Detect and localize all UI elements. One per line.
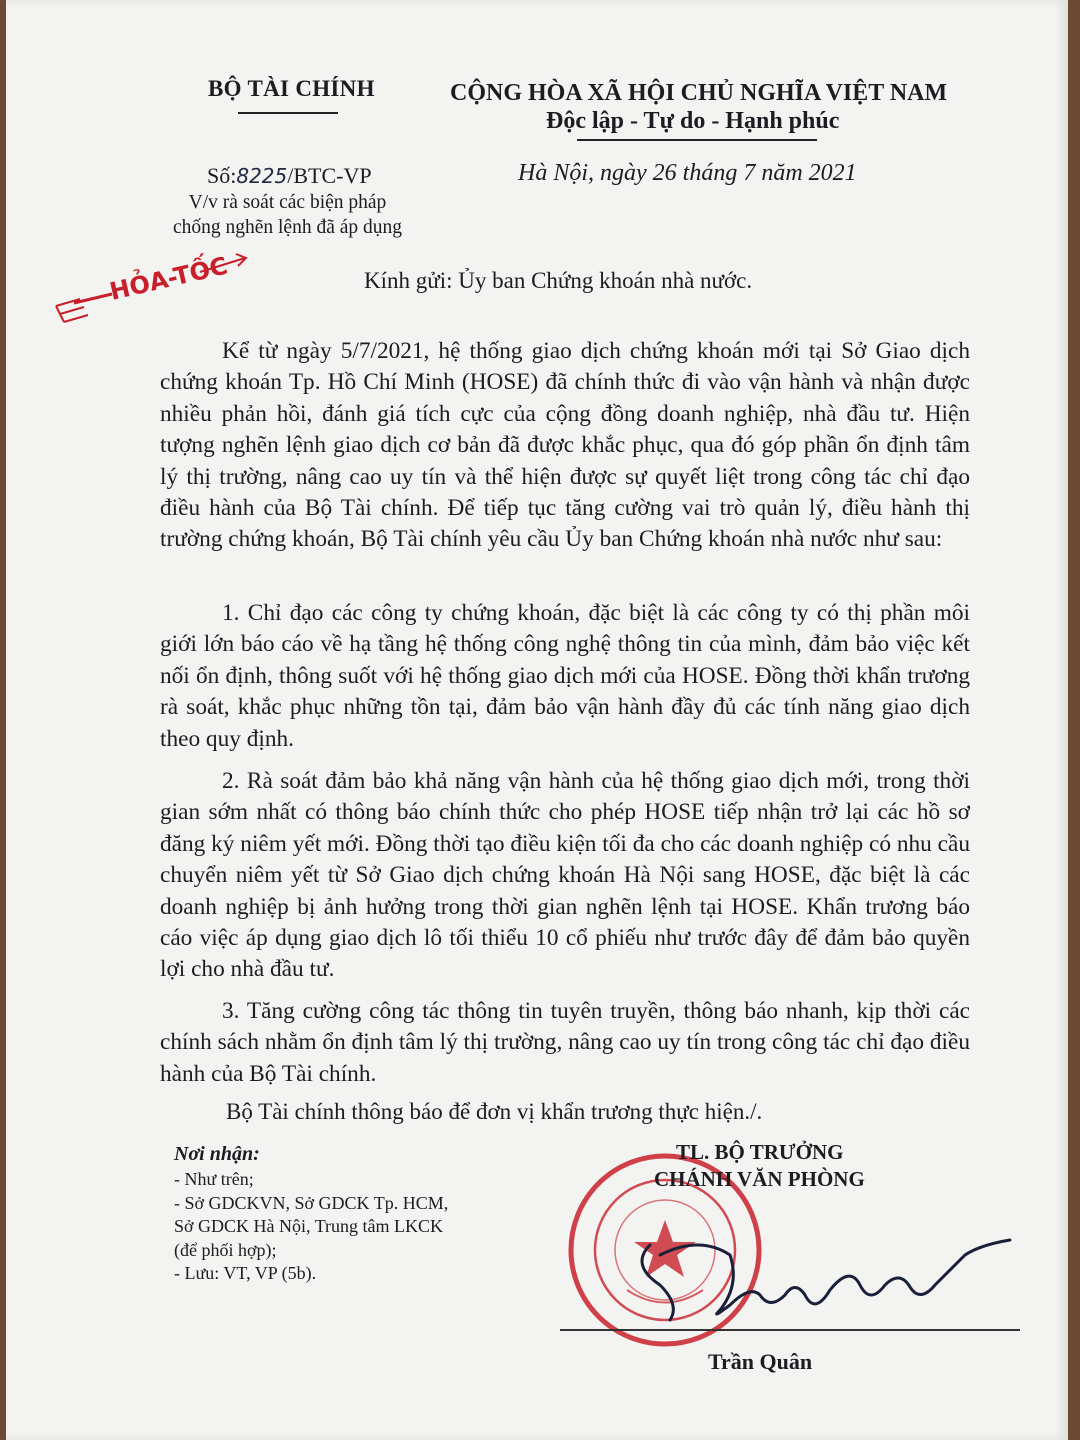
recipients-title: Nơi nhận:	[174, 1143, 260, 1165]
urgent-stamp-text: HỎA-TỐC	[107, 251, 231, 306]
intro-paragraph: Kể từ ngày 5/7/2021, hệ thống giao dịch chứng khoán mới tại Sở Giao dịch chứng khoán Tp. Hồ Chí Minh (HOSE) đã chính thức đi vào vận hành và nhận được nhiều phản hồi, đánh giá tích cực của cộng đồng doanh nghiệp, nhà đầu tư. Hiện tượng nghẽn lệnh giao dịch cơ bản đã được khắc phục, qua đó góp phần ổn định tâm lý thị trường, nâng cao uy tín và thể hiện được sự quyết liệt trong công tác chỉ đạo điều hành của Bộ Tài chính. Để tiếp tục tăng cường vai trò quản lý, điều hành thị trường chứng khoán, Bộ Tài chính yêu cầu Ủy ban Chứng khoán nhà nước như sau:	[160, 338, 970, 553]
ministry-underline	[238, 112, 338, 114]
urgent-stamp	[50, 244, 260, 324]
subject-line-1: V/v rà soát các biện pháp	[188, 192, 387, 213]
motto-underline	[577, 139, 817, 141]
recipient-item: - Sở GDCKVN, Sở GDCK Tp. HCM, Sở GDCK Hà Nội, Trung tâm LKCK (để phối hợp);	[174, 1192, 449, 1260]
document-number	[207, 163, 372, 189]
doc-number-suffix: /BTC-VP	[287, 163, 372, 188]
signer-position: CHÁNH VĂN PHÒNG	[654, 1167, 865, 1191]
signature-underline	[560, 1329, 1020, 1331]
subject-line-2: chống nghẽn lệnh đã áp dụng	[172, 217, 403, 238]
doc-number-prefix: Số:	[207, 163, 237, 188]
recipient-item: - Lưu: VT, VP (5b).	[174, 1263, 317, 1283]
doc-number-handwritten: 8225	[236, 164, 288, 188]
handwritten-signature	[620, 1225, 1020, 1335]
request-item-1: 1. Chỉ đạo các công ty chứng khoán, đặc biệt là các công ty có thị phần môi giới lớn báo cáo về hạ tầng hệ thống công nghệ thông tin của mình, đảm bảo việc kết nối ổn định, thông suốt với hệ thống giao dịch mới của HOSE. Đồng thời khẩn trương rà soát, khắc phục những tồn tại, đảm bảo vận hành đầy đủ các tính năng giao dịch theo quy định.	[160, 600, 970, 752]
place-and-date: Hà Nội, ngày 26 tháng 7 năm 2021	[518, 160, 857, 186]
national-motto: Độc lập - Tự do - Hạnh phúc	[546, 108, 840, 134]
closing-line: Bộ Tài chính thông báo để đơn vị khẩn trương thực hiện./.	[226, 1099, 763, 1124]
republic-title: CỘNG HÒA XÃ HỘI CHỦ NGHĨA VIỆT NAM	[450, 80, 948, 106]
recipient-item: - Như trên;	[174, 1169, 254, 1189]
signer-title: TL. BỘ TRƯỞNG	[676, 1140, 844, 1164]
recipient-line: Kính gửi: Ủy ban Chứng khoán nhà nước.	[364, 268, 753, 293]
ministry-name: BỘ TÀI CHÍNH	[208, 76, 375, 101]
recipients-list	[174, 1168, 449, 1286]
request-item-3: 3. Tăng cường công tác thông tin tuyên truyền, thông báo nhanh, kịp thời các chính sách nhằm ổn định tâm lý thị trường, nâng cao uy tín trong công tác chỉ đạo điều hành của Bộ Tài chính.	[160, 998, 970, 1087]
document-subject	[150, 190, 425, 240]
request-item-2: 2. Rà soát đảm bảo khả năng vận hành của hệ thống giao dịch mới, trong thời gian sớm nhất có thông báo chính thức cho phép HOSE tiếp nhận trở lại các hồ sơ đăng ký niêm yết mới. Đồng thời tạo điều kiện tối đa cho các doanh nghiệp có nhu cầu chuyển niêm yết từ Sở Giao dịch chứng khoán Hà Nội sang HOSE, đặc biệt là các doanh nghiệp bị ảnh hưởng trong thời gian nghẽn lệnh tại HOSE. Khẩn trương báo cáo việc áp dụng giao dịch lô tối thiểu 10 cổ phiếu như trước đây để đảm bảo quyền lợi cho nhà đầu tư.	[160, 768, 970, 983]
signer-name: Trần Quân	[708, 1349, 813, 1374]
